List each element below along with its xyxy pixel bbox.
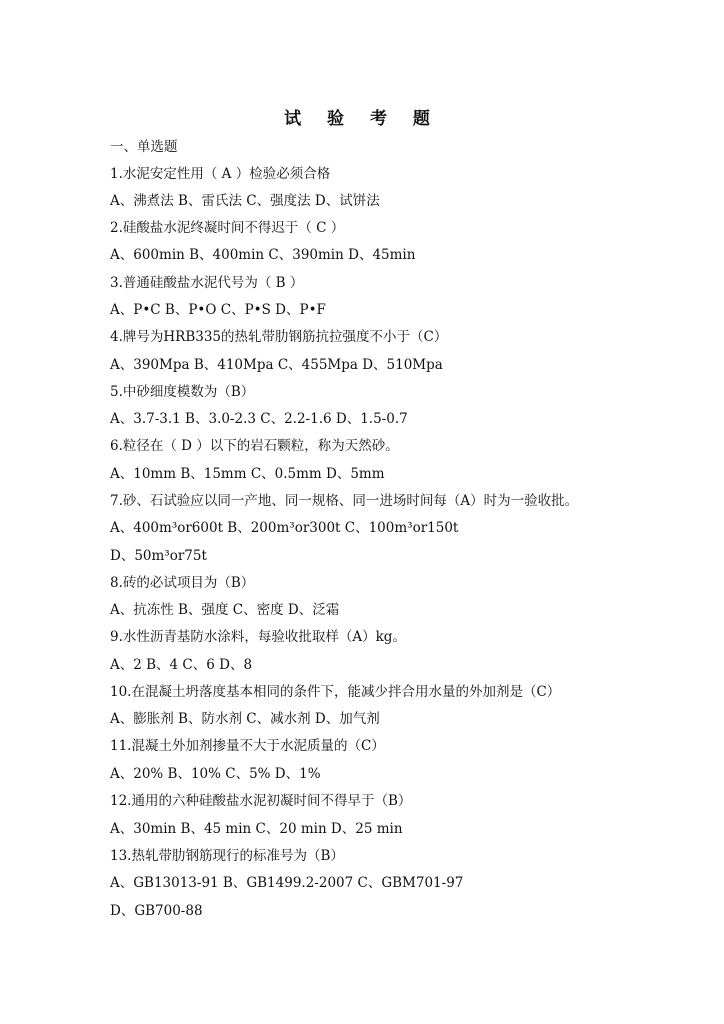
question-line: 3.普通硅酸盐水泥代号为（ B ）: [110, 275, 304, 291]
options-line: A、20% B、10% C、5% D、1%: [110, 766, 321, 782]
question-line: 9.水性沥青基防水涂料，每验收批取样（A）kg。: [110, 629, 406, 645]
options-line: A、30min B、45 min C、20 min D、25 min: [110, 821, 403, 837]
question-line: 8.砖的必试项目为（B）: [110, 575, 255, 591]
question-line: 6.粒径在（ D ）以下的岩石颗粒，称为天然砂。: [110, 438, 399, 454]
options-line: A、2 B、4 C、6 D、8: [110, 657, 253, 673]
options-line: A、抗冻性 B、强度 C、密度 D、泛霜: [110, 602, 340, 618]
question-line: 1.水泥安定性用（ A ）检验必须合格: [110, 166, 331, 182]
page-title: 试 验 考 题: [284, 109, 440, 129]
options-line: A、10mm B、15mm C、0.5mm D、5mm: [110, 466, 385, 482]
options-line: A、GB13013-91 B、GB1499.2-2007 C、GBM701-97: [110, 875, 464, 891]
options-line: D、50m³or75t: [110, 548, 207, 564]
options-line: A、3.7-3.1 B、3.0-2.3 C、2.2-1.6 D、1.5-0.7: [110, 411, 408, 427]
question-line: 12.通用的六种硅酸盐水泥初凝时间不得早于（B）: [110, 793, 412, 809]
question-line: 4.牌号为HRB335的热轧带肋钢筋抗拉强度不小于（C）: [110, 329, 448, 345]
question-line: 7.砂、石试验应以同一产地、同一规格、同一进场时间每（A）时为一验收批。: [110, 493, 579, 509]
question-line: 13.热轧带肋钢筋现行的标准号为（B）: [110, 848, 344, 864]
question-line: 11.混凝土外加剂掺量不大于水泥质量的（C）: [110, 738, 385, 754]
options-line: A、390Mpa B、410Mpa C、455Mpa D、510Mpa: [110, 357, 443, 373]
section-heading: 一、单选题: [110, 139, 178, 155]
options-line: D、GB700-88: [110, 903, 203, 919]
question-line: 2.硅酸盐水泥终凝时间不得迟于（ C ）: [110, 220, 345, 236]
question-line: 5.中砂细度模数为（B）: [110, 384, 255, 400]
options-line: A、400m³or600t B、200m³or300t C、100m³or150t: [110, 520, 459, 536]
options-line: A、P•C B、P•O C、P•S D、P•F: [110, 302, 326, 318]
options-line: A、600min B、400min C、390min D、45min: [110, 247, 416, 263]
options-line: A、膨胀剂 B、防水剂 C、减水剂 D、加气剂: [110, 711, 380, 727]
options-line: A、沸煮法 B、雷氏法 C、强度法 D、试饼法: [110, 193, 380, 209]
question-line: 10.在混凝土坍落度基本相同的条件下，能减少拌合用水量的外加剂是（C）: [110, 684, 561, 700]
